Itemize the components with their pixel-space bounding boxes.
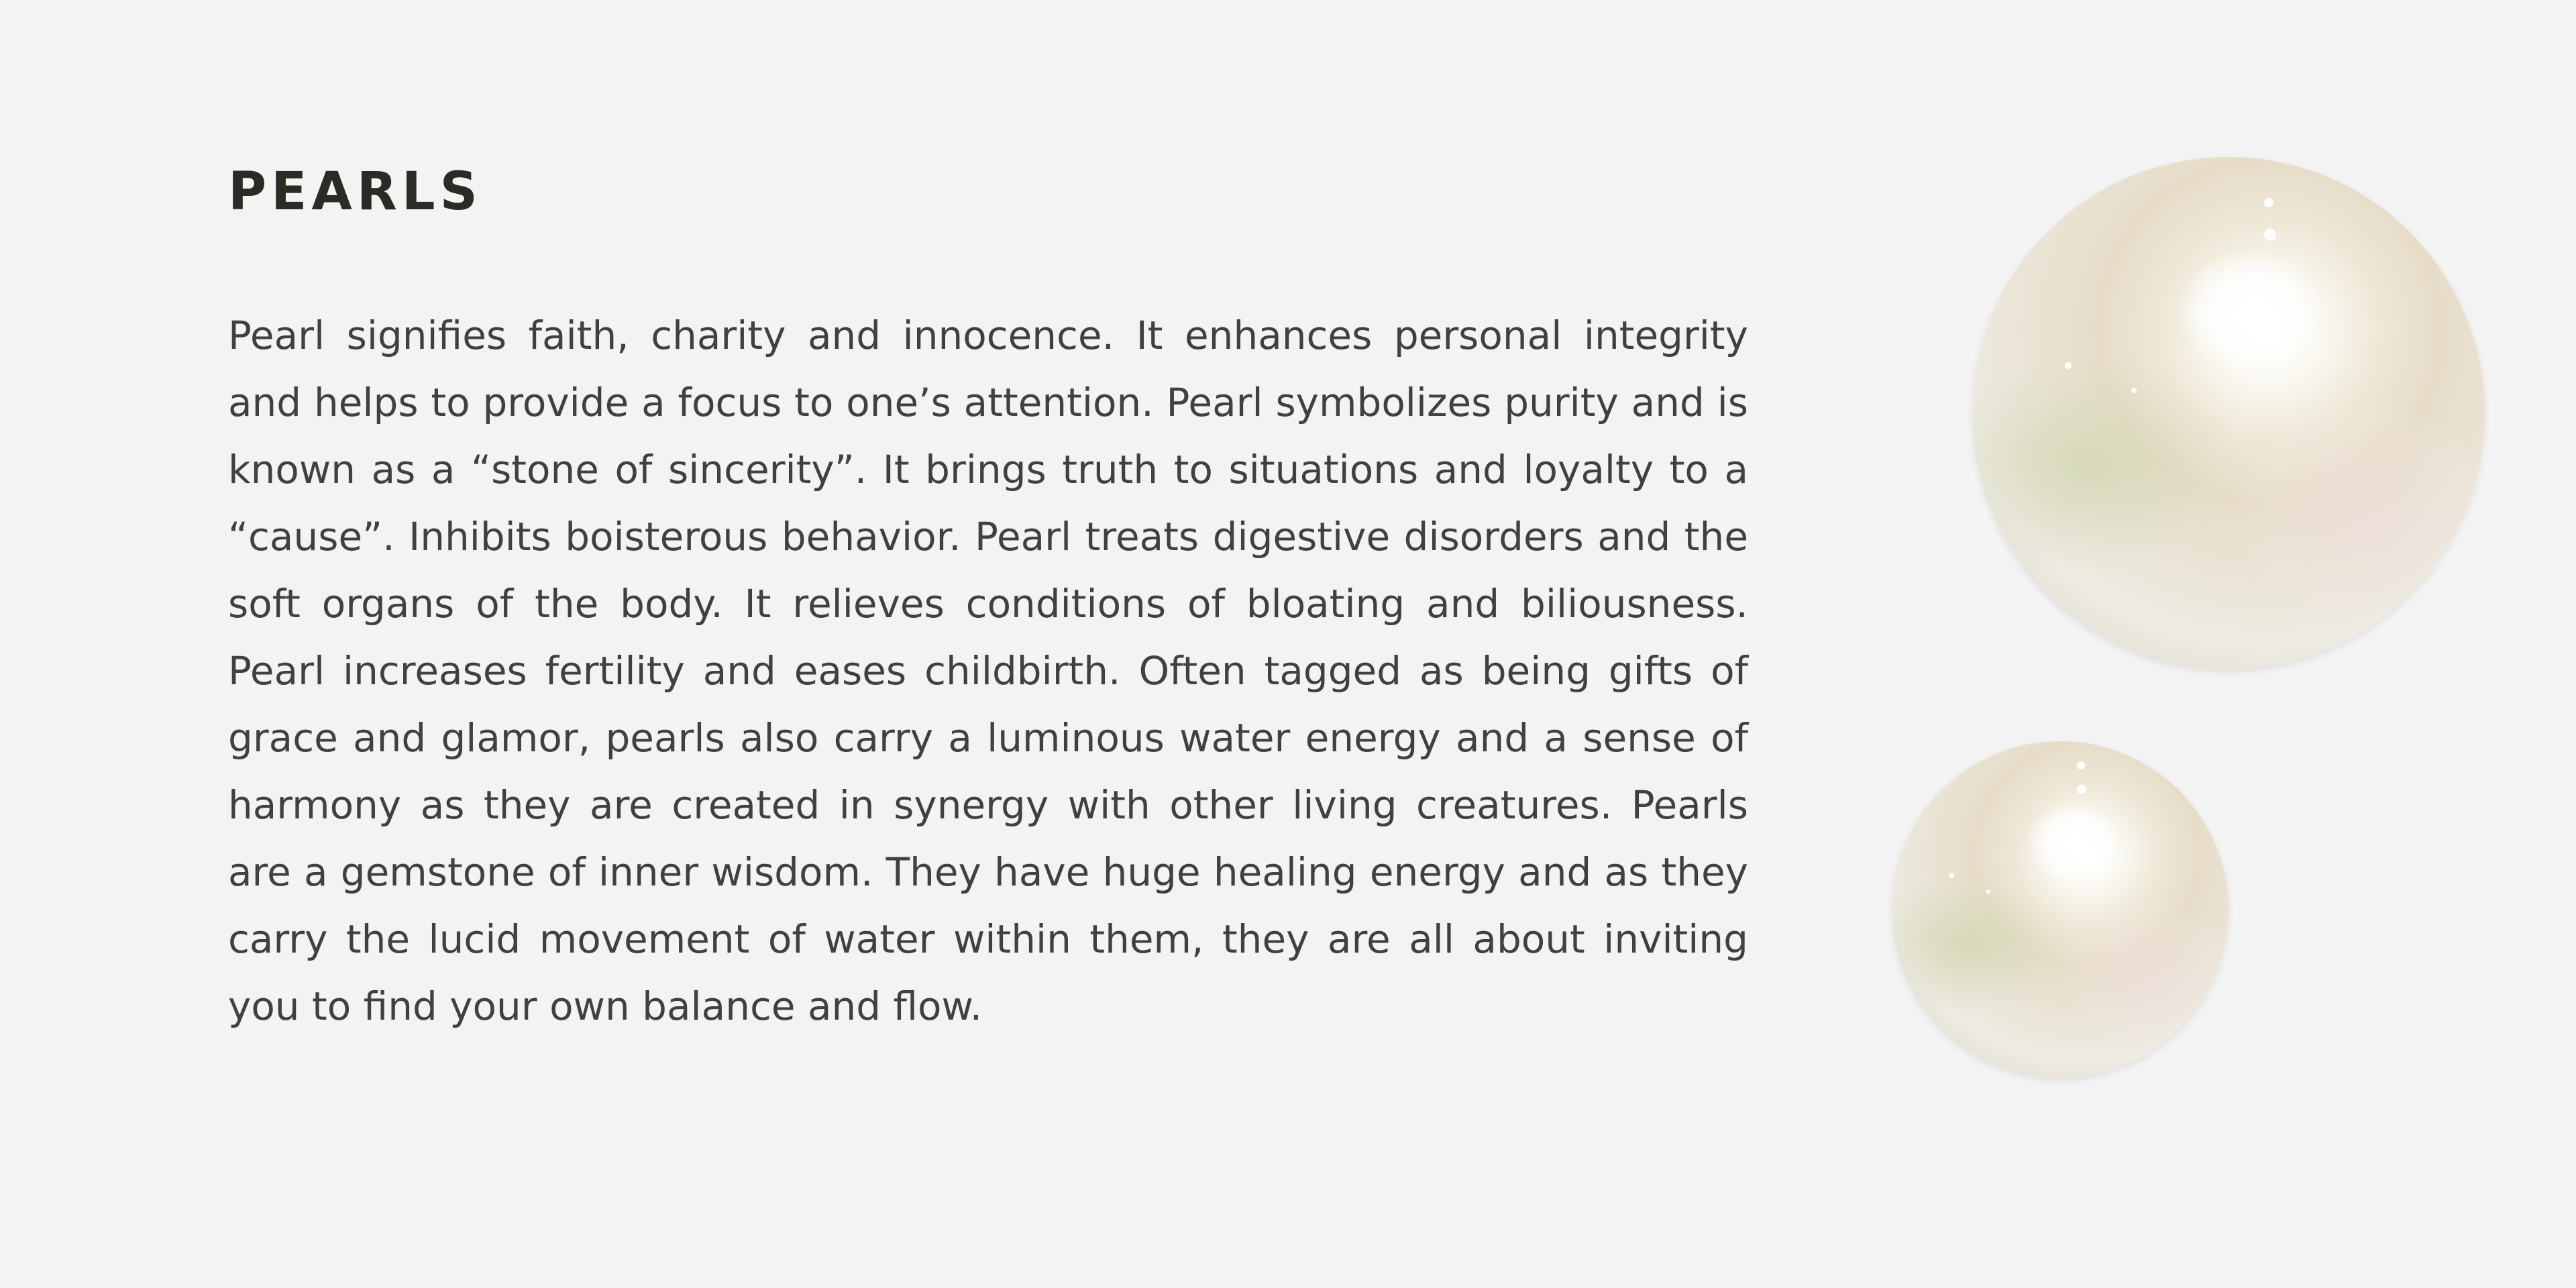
pearl-sparkle [1986,890,1990,894]
section-title: PEARLS [228,162,482,222]
large-pearl-image [1972,157,2485,669]
pearls-section [228,161,1748,1040]
pearl-sparkle [2065,362,2072,369]
pearl-rim [1892,741,2229,1078]
small-pearl-image [1892,741,2229,1078]
pearl-rim [1972,157,2485,669]
section-description: Pearl signifies faith, charity and innocence. It enhances personal integrity and helps to provide a focus to one’s attention. Pearl symbolizes purity and is known as a “stone of sincerity”. It brings truth to situations and loyalty to a “cause”. Inhibits boisterous behavior. Pearl treats digestive disorders and the soft organs of the body. It relieves conditions of bloating and biliousness. Pearl increases fertility and eases childbirth. Often tagged as being gifts of grace and glamor, pearls also carry a luminous water energy and a sense of harmony as they are created in synergy with other living creatures. Pearls are a gemstone of inner wisdom. They have huge healing energy and as they carry the lucid movement of water within them, they are all about inviting you to find your own balance and flow. [228,312,1748,1029]
pearl-sparkle [2131,388,2137,393]
